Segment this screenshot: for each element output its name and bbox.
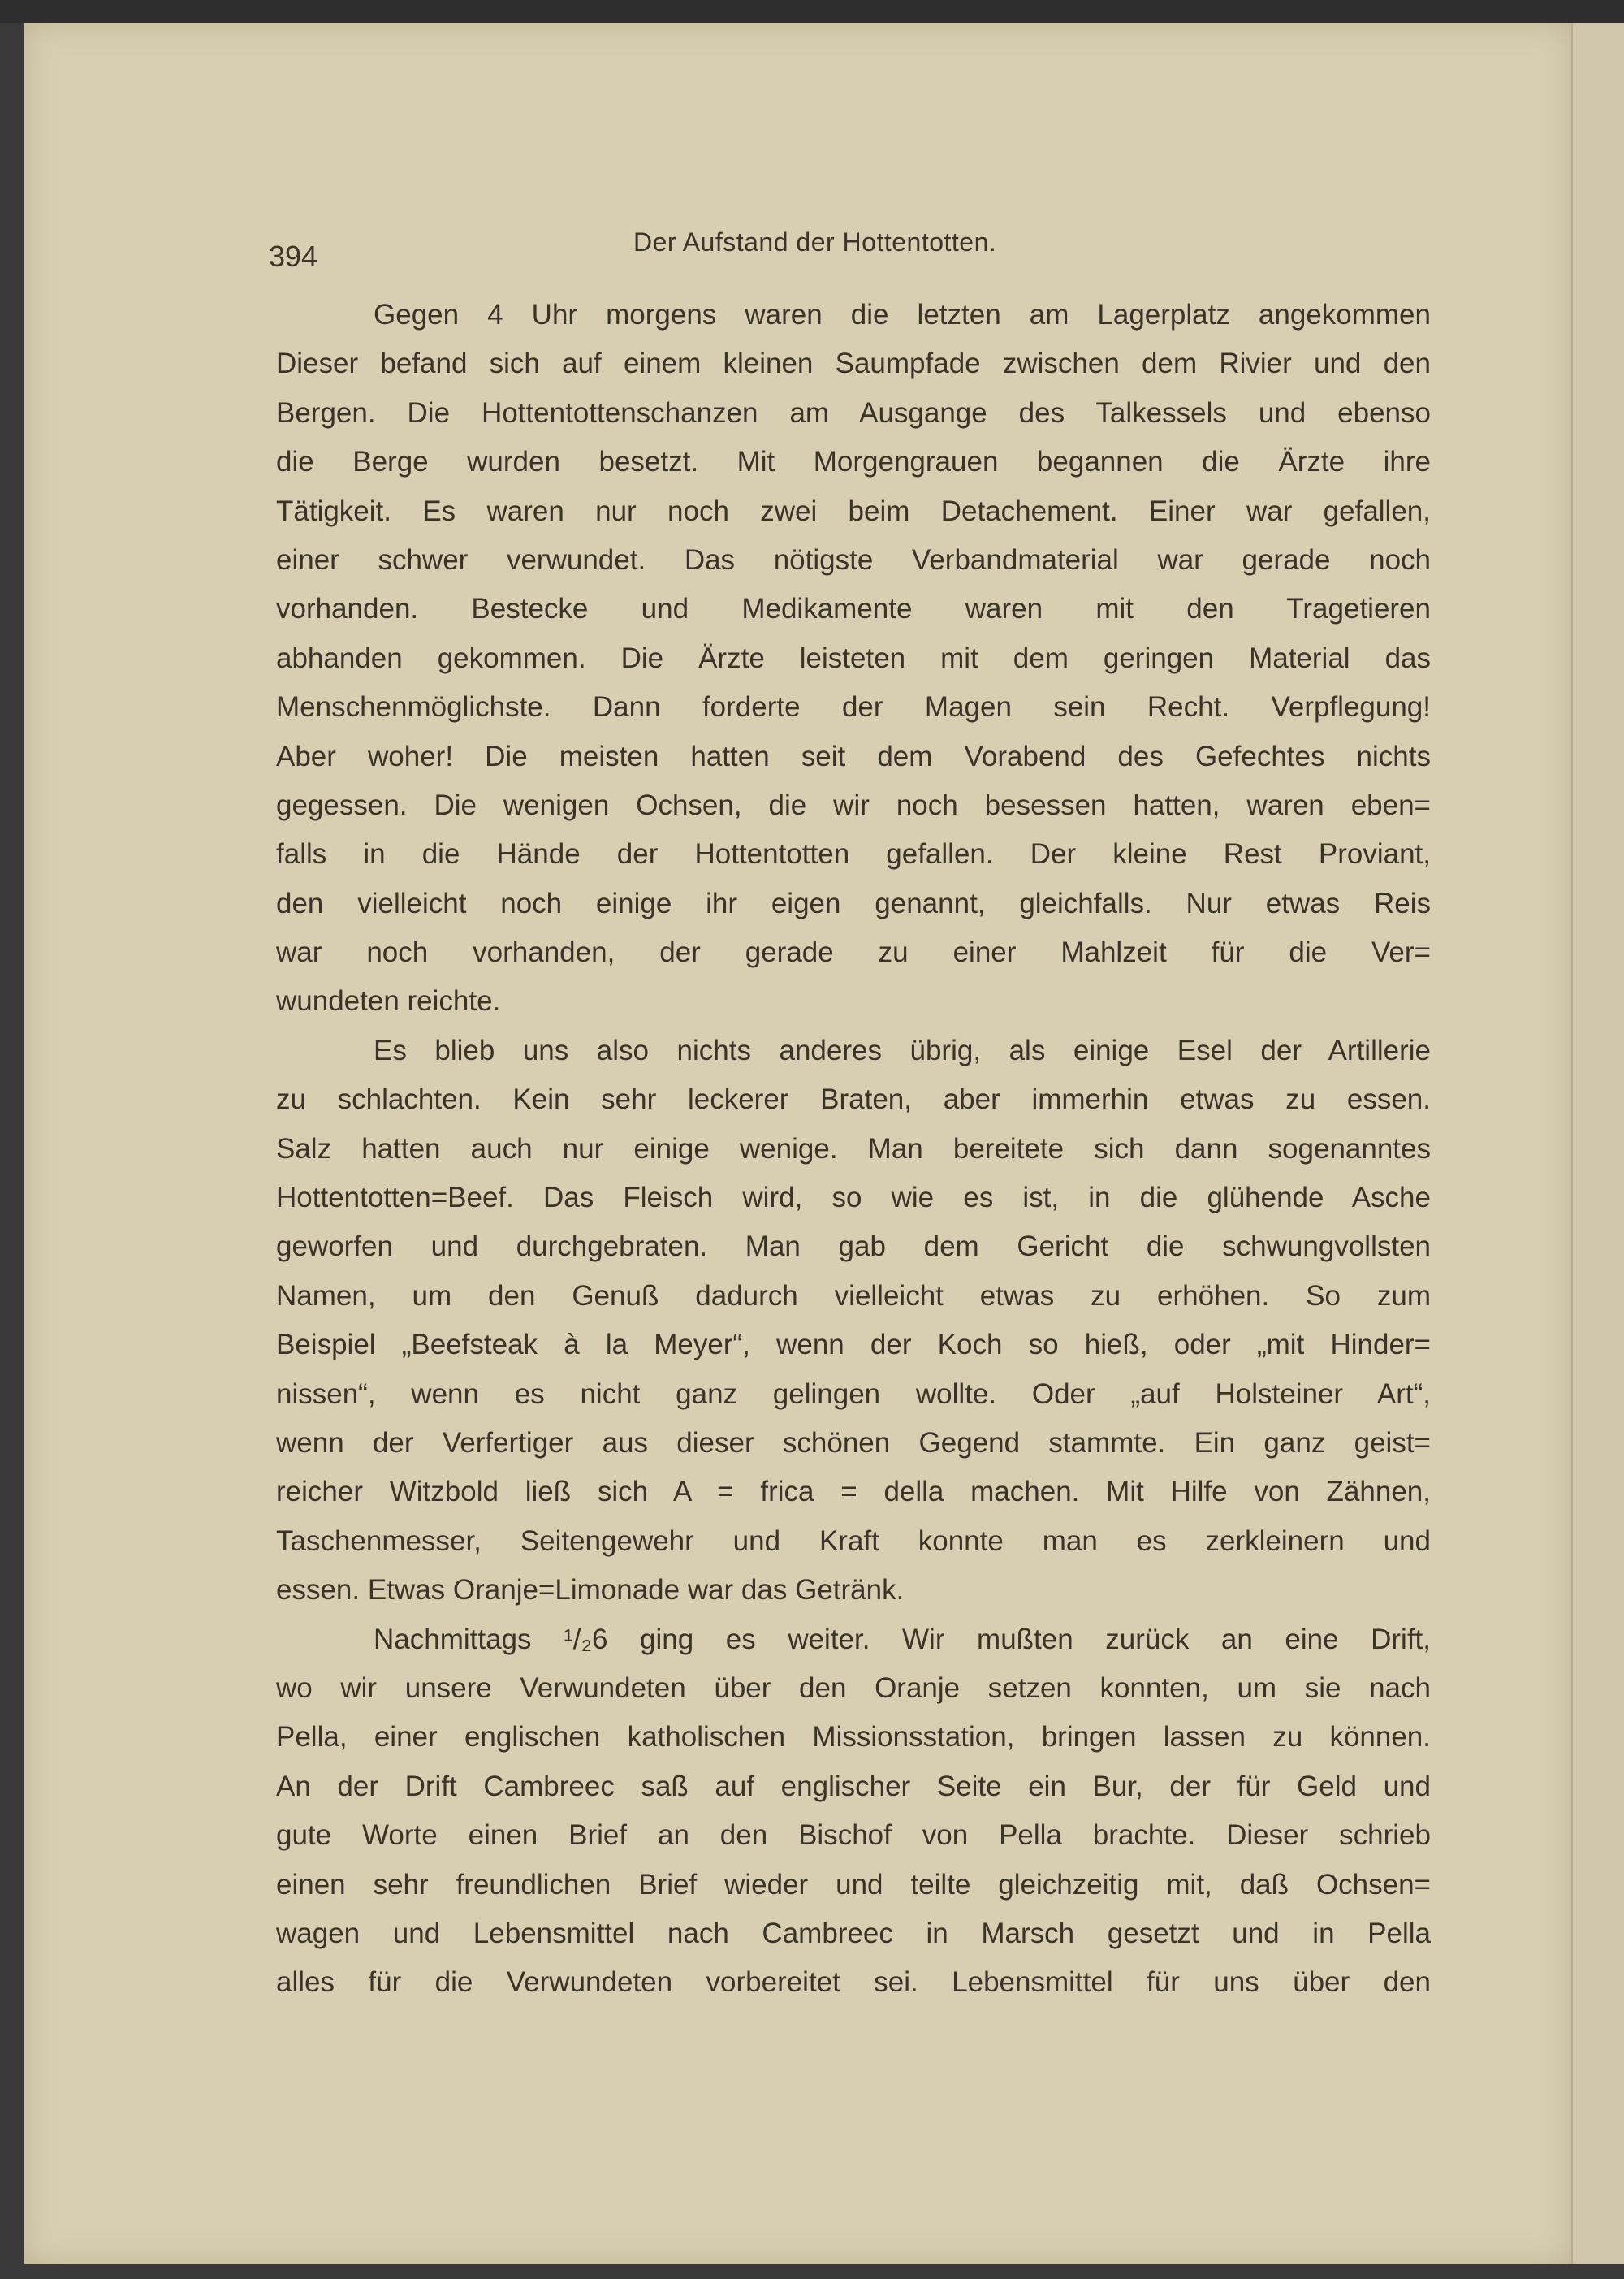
text-line: Dieser befand sich auf einem kleinen Saumpfade zwischen dem Rivier und den <box>276 348 1431 380</box>
running-title: Der Aufstand der Hottentotten. <box>633 227 997 257</box>
text-line: falls in die Hände der Hottentotten gefallen. Der kleine Rest Proviant, <box>276 838 1431 871</box>
text-line: Salz hatten auch nur einige wenige. Man bereitete sich dann sogenanntes <box>276 1132 1431 1165</box>
text-line: gute Worte einen Brief an den Bischof von Pella brachte. Dieser schrieb <box>276 1819 1431 1852</box>
scan-border-top <box>0 0 1624 23</box>
text-line: Gegen 4 Uhr morgens waren die letzten am Lagerplatz angekommen <box>374 299 1431 331</box>
text-line: die Berge wurden besetzt. Mit Morgengrauen begannen die Ärzte ihre <box>276 446 1431 478</box>
text-line: Nachmittags ¹/₂6 ging es weiter. Wir mußten zurück an eine Drift, <box>374 1623 1431 1655</box>
text-line: wundeten reichte. <box>276 985 501 1018</box>
body-text <box>276 291 1431 2008</box>
text-line: einen sehr freundlichen Brief wieder und teilte gleichzeitig mit, daß Ochsen= <box>276 1868 1431 1901</box>
text-line: gegessen. Die wenigen Ochsen, die wir noch besessen hatten, waren eben= <box>276 789 1431 821</box>
text-line: alles für die Verwundeten vorbereitet sei. Lebensmittel für uns über den <box>276 1966 1431 1999</box>
text-line: reicher Witzbold ließ sich A = frica = della machen. Mit Hilfe von Zähnen, <box>276 1476 1431 1508</box>
text-line: war noch vorhanden, der gerade zu einer Mahlzeit für die Ver= <box>276 936 1431 969</box>
text-line: abhanden gekommen. Die Ärzte leisteten mit dem geringen Material das <box>276 642 1431 674</box>
text-line: Tätigkeit. Es waren nur noch zwei beim Detachement. Einer war gefallen, <box>276 495 1431 527</box>
text-line: nissen“, wenn es nicht ganz gelingen wollte. Oder „auf Holsteiner Art“, <box>276 1377 1431 1410</box>
paragraph <box>276 1615 1431 2008</box>
text-line: geworfen und durchgebraten. Man gab dem Gericht die schwungvollsten <box>276 1230 1431 1263</box>
text-line: Aber woher! Die meisten hatten seit dem Vorabend des Gefechtes nichts <box>276 740 1431 772</box>
text-line: den vielleicht noch einige ihr eigen genannt, gleichfalls. Nur etwas Reis <box>276 887 1431 919</box>
text-line: Pella, einer englischen katholischen Missionsstation, bringen lassen zu können. <box>276 1721 1431 1754</box>
text-line: zu schlachten. Kein sehr leckerer Braten, aber immerhin etwas zu essen. <box>276 1083 1431 1116</box>
text-line: wenn der Verfertiger aus dieser schönen Gegend stammte. Ein ganz geist= <box>276 1426 1431 1459</box>
text-line: wagen und Lebensmittel nach Cambreec in Marsch gesetzt und in Pella <box>276 1917 1431 1949</box>
text-line: Menschenmöglichste. Dann forderte der Magen sein Recht. Verpflegung! <box>276 691 1431 724</box>
paragraph <box>276 291 1431 1027</box>
text-line: Namen, um den Genuß dadurch vielleicht etwas zu erhöhen. So zum <box>276 1279 1431 1312</box>
text-line: An der Drift Cambreec saß auf englischer Seite ein Bur, der für Geld und <box>276 1770 1431 1802</box>
text-line: vorhanden. Bestecke und Medikamente waren mit den Tragetieren <box>276 593 1431 625</box>
text-line: Hottentotten=Beef. Das Fleisch wird, so wie es ist, in die glühende Asche <box>276 1182 1431 1214</box>
text-line: Bergen. Die Hottentottenschanzen am Ausgange des Talkessels und ebenso <box>276 396 1431 429</box>
paragraph <box>276 1027 1431 1615</box>
text-line: Taschenmesser, Seitengewehr und Kraft konnte man es zerkleinern und <box>276 1524 1431 1557</box>
text-line: essen. Etwas Oranje=Limonade war das Getränk. <box>276 1574 905 1607</box>
text-line: wo wir unsere Verwundeten über den Oranje setzen konnten, um sie nach <box>276 1671 1431 1704</box>
text-line: einer schwer verwundet. Das nötigste Verbandmaterial war gerade noch <box>276 543 1431 576</box>
page-number: 394 <box>269 240 318 273</box>
text-line: Beispiel „Beefsteak à la Meyer“, wenn der Koch so hieß, oder „mit Hinder= <box>276 1329 1431 1361</box>
next-page-edge <box>1571 23 1624 2264</box>
text-line: Es blieb uns also nichts anderes übrig, als einige Esel der Artillerie <box>374 1034 1431 1066</box>
